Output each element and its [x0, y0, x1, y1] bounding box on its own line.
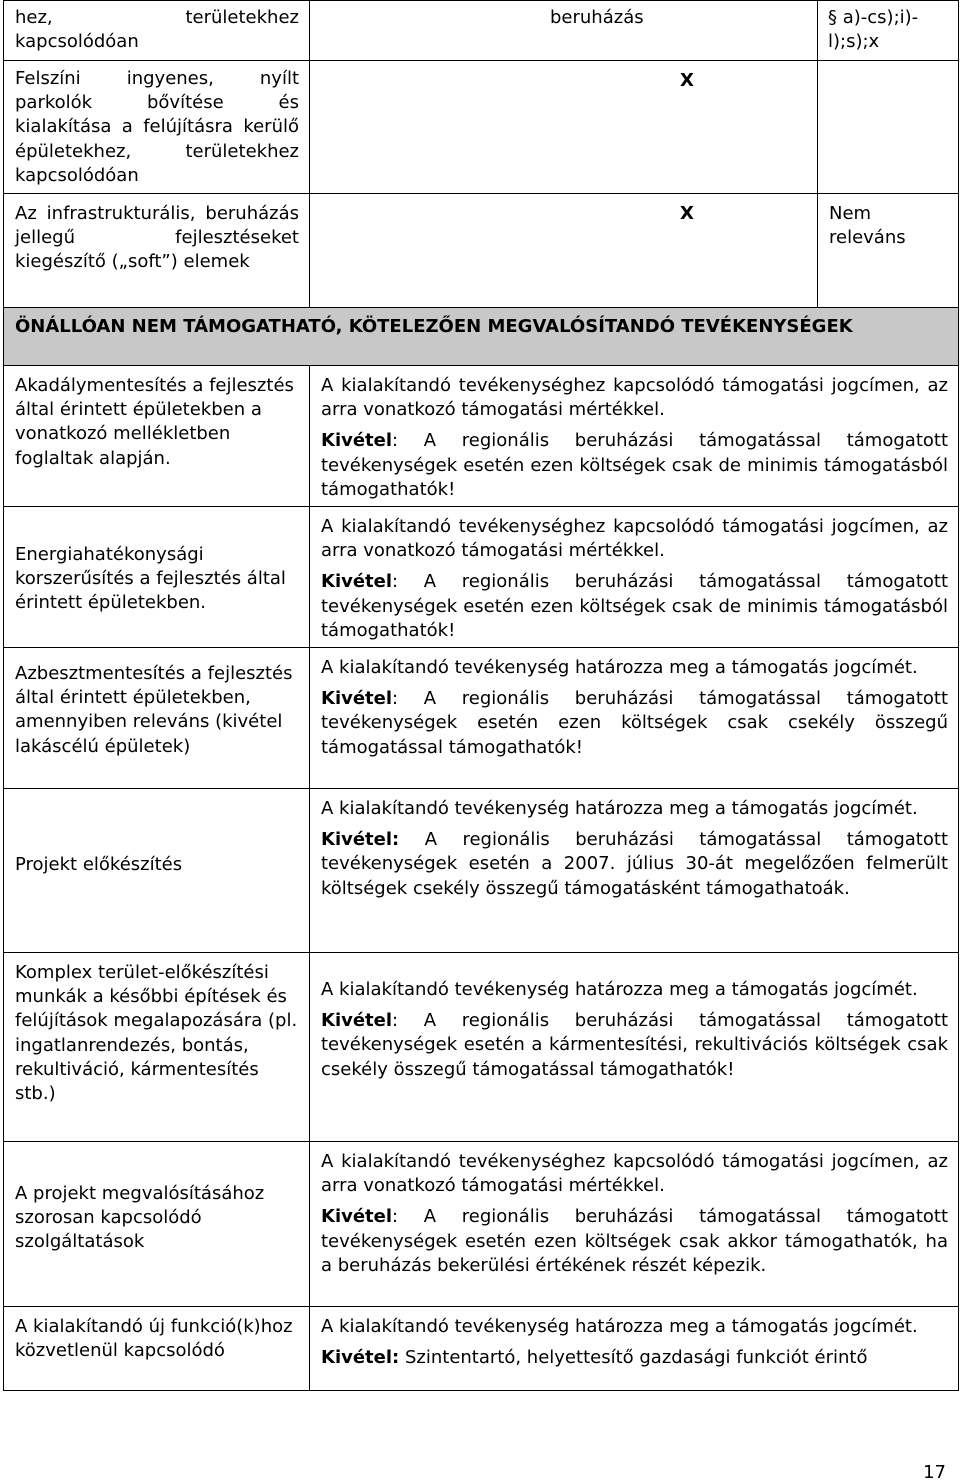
x-mark: X [680, 70, 694, 91]
exception-body: : A regionális beruházási támogatással támogatott tevékenységek esetén ezen költségek csak de minimis támogatásból támogathatók! [321, 571, 948, 641]
exception-label: Kivétel [321, 430, 393, 452]
exception-label: Kivétel [321, 1010, 393, 1032]
exception-text [321, 687, 948, 760]
activity-label: Azbesztmentesítés a fejlesztés által érintett épületekben, amennyiben releváns (kivétel lakáscélú épületek) [4, 648, 310, 789]
activity-label [4, 507, 310, 648]
reference-cell: Nem releváns [818, 194, 959, 308]
exception-body: : A regionális beruházási támogatással támogatott tevékenységek esetén ezen költségek csak akkor támogathatók, ha a beruházás bekerülési értékének részét képezik. [321, 1206, 948, 1276]
exception-text [321, 1009, 948, 1082]
x-cell [310, 194, 818, 308]
support-text: A kialakítandó tevékenység határozza meg a támogatás jogcímét. [321, 979, 918, 1001]
support-text: A kialakítandó tevékenység határozza meg a támogatás jogcímét. [321, 798, 918, 820]
activity-label-text: Energiahatékonysági korszerűsítés a fejlesztés által érintett épületekben. [15, 544, 286, 614]
activity-description [310, 366, 959, 507]
activity-label-text: A projekt megvalósításához szorosan kapcsolódó szolgáltatások [15, 1183, 265, 1253]
beruhazas-text: beruházás [550, 7, 644, 28]
activity-description [310, 953, 959, 1142]
section-header: ÖNÁLLÓAN NEM TÁMOGATHATÓ, KÖTELEZŐEN MEGVALÓSÍTANDÓ TEVÉKENYSÉGEK [4, 308, 959, 366]
activity-description [310, 648, 959, 789]
activity-label: Akadálymentesítés a fejlesztés által érintett épületekben a vonatkozó mellékletben foglaltak alapján. [4, 366, 310, 507]
section-header-row [4, 308, 959, 366]
support-text: A kialakítandó tevékenység határozza meg a támogatás jogcímét. [321, 657, 918, 679]
exception-label: Kivétel [321, 571, 393, 593]
support-text: A kialakítandó tevékenységhez kapcsolódó támogatási jogcímen, az arra vonatkozó támogatási mértékkel. [321, 375, 948, 421]
exception-label: Kivétel [321, 688, 393, 710]
exception-text [321, 570, 948, 643]
x-mark: X [680, 203, 694, 224]
activity-label-text: Projekt előkészítés [15, 854, 183, 876]
exception-label: Kivétel: [321, 829, 400, 851]
table-row [4, 507, 959, 648]
support-text: A kialakítandó tevékenység határozza meg a támogatás jogcímét. [321, 1316, 918, 1338]
activity-description [310, 1307, 959, 1391]
exception-body: : A regionális beruházási támogatással támogatott tevékenységek esetén ezen költségek csak csekély összegű támogatással támogathatók! [321, 688, 948, 758]
activity-label [4, 789, 310, 953]
exception-text [321, 1346, 948, 1370]
activity-label: A kialakítandó új funkció(k)hoz közvetlenül kapcsolódó [4, 1307, 310, 1391]
table-row [4, 61, 959, 194]
exception-label: Kivétel [321, 1206, 393, 1228]
exception-text [321, 1205, 948, 1278]
table-row [4, 194, 959, 308]
table-row [4, 1307, 959, 1391]
reference-text: a)-cs);i)-l);s);x [828, 7, 919, 53]
table-row [4, 1, 959, 61]
reference-cell [818, 61, 959, 194]
exception-body: : A regionális beruházási támogatással támogatott tevékenységek esetén ezen költségek csak de minimis támogatásból támogathatók! [321, 430, 948, 500]
exception-body: : A regionális beruházási támogatással támogatott tevékenységek esetén a kármentesítési, rekultivációs költségek csak csekély összegű támogatással támogathatók! [321, 1010, 948, 1080]
activity-label: Felszíni ingyenes, nyílt parkolók bővítése és kialakítása a felújításra kerülő épületekhez, területekhez kapcsolódóan [4, 61, 310, 194]
table-row [4, 366, 959, 507]
section-sign-icon: § [828, 7, 843, 28]
activity-label: hez, területekhez kapcsolódóan [4, 1, 310, 61]
exception-body: A regionális beruházási támogatással támogatott tevékenységek esetén a 2007. július 30-át megelőzően felmerült költségek csekély összegű támogatásként támogathatoák. [321, 829, 948, 899]
table-row [4, 953, 959, 1142]
x-cell [310, 61, 818, 194]
support-text: A kialakítandó tevékenységhez kapcsolódó támogatási jogcímen, az arra vonatkozó támogatási mértékkel. [321, 516, 948, 562]
activity-description [310, 507, 959, 648]
exception-body: Szintentartó, helyettesítő gazdasági funkciót érintő [399, 1347, 868, 1369]
support-text: A kialakítandó tevékenységhez kapcsolódó támogatási jogcímen, az arra vonatkozó támogatási mértékkel. [321, 1151, 948, 1197]
activity-table [3, 0, 959, 1391]
page-number: 17 [923, 1462, 946, 1483]
table-row [4, 789, 959, 953]
table-row [4, 1142, 959, 1307]
activity-label: Az infrastrukturális, beruházás jellegű fejlesztéseket kiegészítő („soft”) elemek [4, 194, 310, 308]
x-cell [310, 1, 818, 61]
document-page [3, 0, 958, 1391]
exception-text [321, 828, 948, 901]
activity-label [4, 1142, 310, 1307]
activity-description [310, 789, 959, 953]
activity-label: Komplex terület-előkészítési munkák a későbbi építések és felújítások megalapozására (pl. ingatlanrendezés, bontás, rekultiváció, kármentesítés stb.) [4, 953, 310, 1142]
activity-description [310, 1142, 959, 1307]
exception-label: Kivétel: [321, 1347, 400, 1369]
table-row [4, 648, 959, 789]
reference-cell [818, 1, 959, 61]
exception-text [321, 429, 948, 502]
